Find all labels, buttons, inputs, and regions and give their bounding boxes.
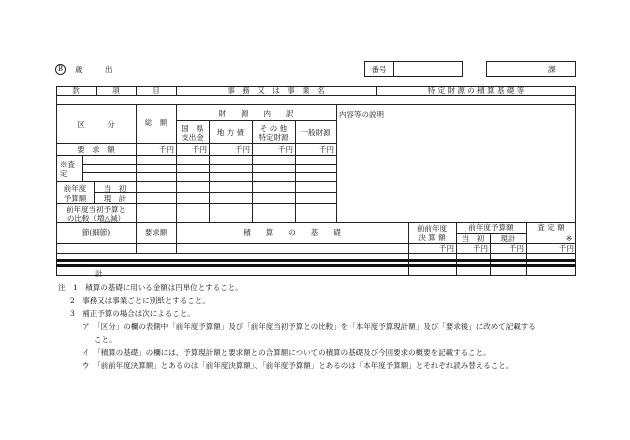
note-3a: ア 「区分」の欄の表側中「前年度予算額」及び「前年度当初予算との比較」を「本年度予算現計額」及び「要求後」に改めて記載する [82, 322, 536, 331]
col-divider [336, 104, 337, 222]
note-3a-cont: こと。 [94, 335, 117, 344]
unit-tousho: 千円 [473, 244, 488, 253]
tokutei-label: 特 定 財 源 の 積 算 基 礎 等 [427, 86, 525, 95]
satei-gaku-label: 査 定 額 [537, 223, 565, 232]
row-divider [176, 120, 336, 121]
note-3: 3 補正予算の場合は次によること。 [70, 309, 195, 318]
row-divider [56, 253, 576, 254]
total-rule-bottom [56, 264, 576, 267]
note-1: 注 1 積算の基礎に用いる金額は円単位とすること。 [58, 283, 243, 292]
jigyou-label: 事 務 又 は 事 業 名 [227, 86, 325, 95]
row-divider [56, 243, 576, 244]
unit-sonota: 千円 [278, 145, 293, 154]
zennendo-label: 前年度予算額 [468, 223, 514, 232]
unit-satei: 千円 [559, 244, 574, 253]
naiyou-label: 内容等の説明 [339, 110, 384, 119]
col-divider [136, 222, 137, 253]
sougaku-label: 総 額 [144, 118, 168, 127]
ippan-label: 一般財源 [300, 128, 331, 137]
row-divider [56, 155, 336, 156]
satei-mark: ※ [566, 234, 573, 243]
note-2: 2 事務又は事業ごとに別紙とすること。 [70, 296, 210, 305]
col-divider [176, 222, 177, 253]
section-label: 課 [548, 65, 556, 74]
section-field[interactable] [486, 61, 576, 77]
unit-kokuken: 千円 [192, 145, 207, 154]
kan-label: 款 [72, 86, 80, 95]
unit-ippan-value: 千円 [319, 145, 334, 154]
tousho-genkei-label: 当 初 現 計 [103, 184, 127, 203]
satei-label: ※査 定 [60, 160, 75, 178]
total-label: 計 [95, 269, 103, 278]
row-divider [56, 181, 336, 182]
note-3c: ウ 「前前年度決算額」とあるのは「前年度決算額」、「前年度予算額」とあるのは「本年度予算額」とそれぞれ読み替えること。 [82, 361, 514, 370]
moku-label: 目 [152, 86, 160, 95]
zaigen-label: 財 源 内 訳 [218, 109, 294, 118]
sonota-label: そ の 他 特定財源 [258, 124, 289, 142]
row-divider [56, 95, 576, 96]
kubun-label: 区 分 [77, 120, 115, 129]
number-field[interactable] [393, 61, 463, 77]
hikaku-label: 前年度当初予算と の比較（増△減） [66, 205, 126, 223]
unit-zenzen: 千円 [439, 244, 454, 253]
setsu-label: 節(細節) [81, 228, 111, 237]
total-rule-top [56, 259, 576, 262]
unit-genkei: 千円 [509, 244, 524, 253]
row-divider [56, 143, 336, 144]
youkyuugaku-label: 要求額 [144, 228, 168, 237]
form-title: 歳 出 [75, 65, 113, 74]
row-divider [82, 164, 336, 165]
lower-tousho-label: 当 初 [461, 234, 485, 243]
form-marker-circle: B [55, 64, 66, 75]
unit-sougaku: 千円 [159, 145, 174, 154]
col-divider [82, 155, 83, 181]
note-3b: イ 「積算の基礎」の欄には、予算現計額と要求額との合算額についての積算の基礎及び今回要求の概要を記載すること。 [82, 348, 491, 357]
youkyuu-label: 要 求 額 [77, 145, 115, 154]
unit-chihousai: 千円 [235, 145, 250, 154]
zen-tousho-label: 前年度 予算額 [63, 184, 87, 203]
col-divider [176, 104, 177, 222]
sekisan-label: 積 算 の 基 礎 [243, 228, 341, 237]
row-divider [56, 104, 576, 105]
kou-label: 項 [112, 86, 120, 95]
kokuken-label: 国 県 支出金 [181, 124, 204, 142]
number-label: 番号 [371, 65, 387, 74]
lower-genkei-label: 現計 [500, 234, 516, 243]
row-divider [82, 172, 336, 173]
zenzen-label: 前前年度 決 算 額 [417, 224, 447, 242]
chihousai-label: 地 方 債 [216, 128, 245, 137]
